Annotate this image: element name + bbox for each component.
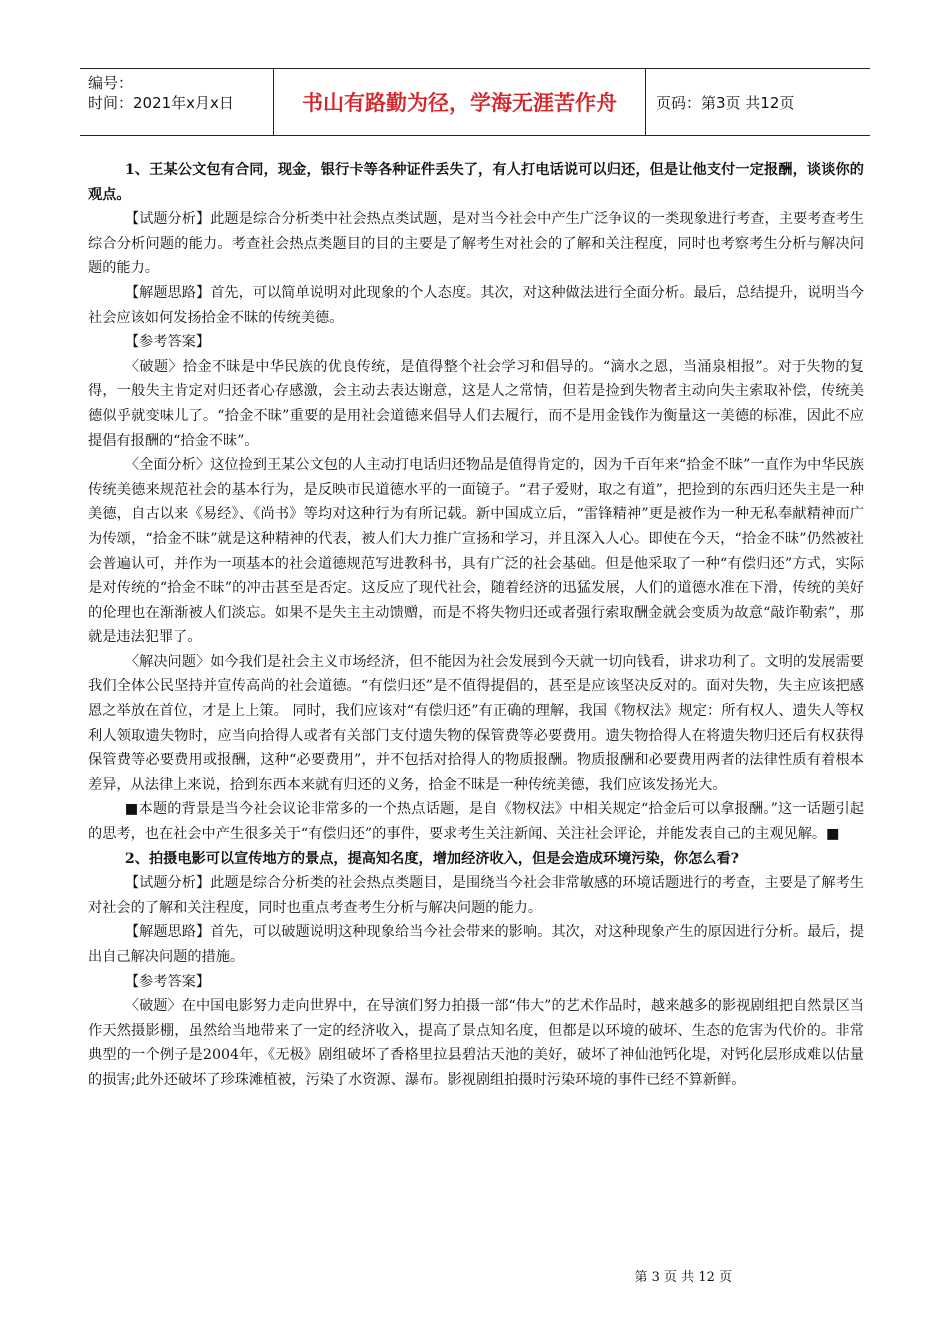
number-label: 编号：: [88, 74, 134, 92]
paragraph: 〈破题〉在中国电影努力走向世界中，在导演们努力拍摄一部“伟大”的艺术作品时，越来越多的影视剧组把自然景区当作天然摄影棚，虽然给当地带来了一定的经济收入，提高了景点知名度，但都是以环境的破坏、生态的危害为代价的。非常典型的一个例子是2004年，《无极》剧组破坏了香格里拉县碧沽天池的美好，破坏了神仙池钙化堤，对钙化层形成难以估量的损害;此外还破坏了珍珠滩植被，污染了水资源、瀑布。影视剧组拍摄时污染环境的事件已经不算新鲜。: [88, 998, 864, 1088]
paragraph: 【试题分析】此题是综合分析类中社会热点类试题，是对当今社会中产生广泛争议的一类现象进行考查，主要考查考生综合分析问题的能力。考查社会热点类题目的目的主要是了解考生对社会的了解和关注程度，同时也考察考生分析与解决问题的能力。: [88, 211, 864, 277]
paragraph: 〈全面分析〉这位捡到王某公文包的人主动打电话归还物品是值得肯定的，因为千百年来“拾金不昧”一直作为中华民族传统美德来规范社会的基本行为，是反映市民道德水平的一面镜子。“君子爱财，取之有道”，把捡到的东西归还失主是一种美德，自古以来《易经》、《尚书》等均对这种行为有所记载。新中国成立后，“雷锋精神”更是被作为一种无私奉献精神而广为传颂，“拾金不昧”就是这种精神的代表，被人们大力推广宣扬和学习，并且深入人心。即使在今天，“拾金不昧”仍然被社会普遍认可，并作为一项基本的社会道德规范写进教科书，具有广泛的社会基础。但是他采取了一种“有偿归还”方式，实际是对传统的“拾金不昧”的冲击甚至是否定。这反应了现代社会，随着经济的迅猛发展，人们的道德水准在下滑，传统的美好的伦理也在渐渐被人们淡忘。如果不是失主主动馈赠，而是不将失物归还或者强行索取酬金就会变质为故意“敲诈勒索”，那就是违法犯罪了。: [88, 457, 864, 646]
paragraph: ■本题的背景是当今社会议论非常多的一个热点话题，是自《物权法》中相关规定“拾金后可以拿报酬。”这一话题引起的思考，也在社会中产生很多关于“有偿归还”的事件，要求考生关注新闻、关注社会评论，并能发表自己的主观见解。■: [88, 801, 864, 843]
paragraph: 〈解决问题〉如今我们是社会主义市场经济，但不能因为社会发展到今天就一切向钱看，讲求功利了。文明的发展需要我们全体公民坚持并宣传高尚的社会道德。“有偿归还”是不值得提倡的，甚至是应该坚决反对的。面对失物，失主应该把感恩之举放在首位，才是上上策。 同时，我们应该对“有偿归还”有正确的理解，我国《物权法》规定：所有权人、遗失人等权利人领取遗失物时，应当向拾得人或者有关部门支付遗失物的保管费等必要费用。遗失物拾得人在将遗失物归还后有权获得保管费等必要费用或报酬，这种“必要费用”，并不包括对拾得人的物质报酬。物质报酬和必要费用两者的法律性质有着根本差异，从法律上来说，拾到东西本来就有归还的义务，拾金不昧是一种传统美德，我们应该发扬光大。: [88, 653, 864, 793]
header-meta: [80, 69, 274, 135]
paragraph: 【解题思路】首先，可以简单说明对此现象的个人态度。其次，对这种做法进行全面分析。最后，总结提升，说明当今社会应该如何发扬拾金不昧的传统美德。: [88, 284, 864, 326]
document-body: [88, 158, 864, 1093]
paragraph: 〈破题〉拾金不昧是中华民族的优良传统，是值得整个社会学习和倡导的。“滴水之恩，当涌泉相报”。对于失物的复得，一般失主肯定对归还者心存感激，会主动去表达谢意，这是人之常情，但若是捡到失物者主动向失主索取补偿，传统美德似乎就变味儿了。“拾金不昧”重要的是用社会道德来倡导人们去履行，而不是用金钱作为衡量这一美德的标准，因此不应提倡有报酬的“拾金不昧”。: [88, 358, 864, 449]
paragraph: 【解题思路】首先，可以破题说明这种现象给当今社会带来的影响。其次，对这种现象产生的原因进行分析。最后，提出自己解决问题的措施。: [88, 924, 864, 965]
page-header: [80, 68, 870, 136]
time-label: 时间：2021年x月x日: [88, 94, 234, 112]
paragraph: 【试题分析】此题是综合分析类的社会热点类题目，是围绕当今社会非常敏感的环境话题进行的考查，主要是了解考生对社会的了解和关注程度，同时也重点考查考生分析与解决问题的能力。: [88, 875, 864, 916]
question-1: 1、王某公文包有合同，现金，银行卡等各种证件丢失了，有人打电话说可以归还，但是让他支付一定报酬，谈谈你的观点。: [88, 162, 864, 203]
question-2: 2、拍摄电影可以宣传地方的景点，提高知名度，增加经济收入，但是会造成环境污染，你怎么看?: [124, 850, 739, 867]
paragraph: 【参考答案】: [124, 334, 211, 351]
header-page-label: 页码：第3页 共12页: [656, 93, 795, 112]
paragraph: 【参考答案】: [124, 973, 211, 990]
page-footer: 第 3 页 共 12 页: [634, 1270, 732, 1285]
header-motto: 书山有路勤为径，学海无涯苦作舟: [274, 69, 646, 135]
